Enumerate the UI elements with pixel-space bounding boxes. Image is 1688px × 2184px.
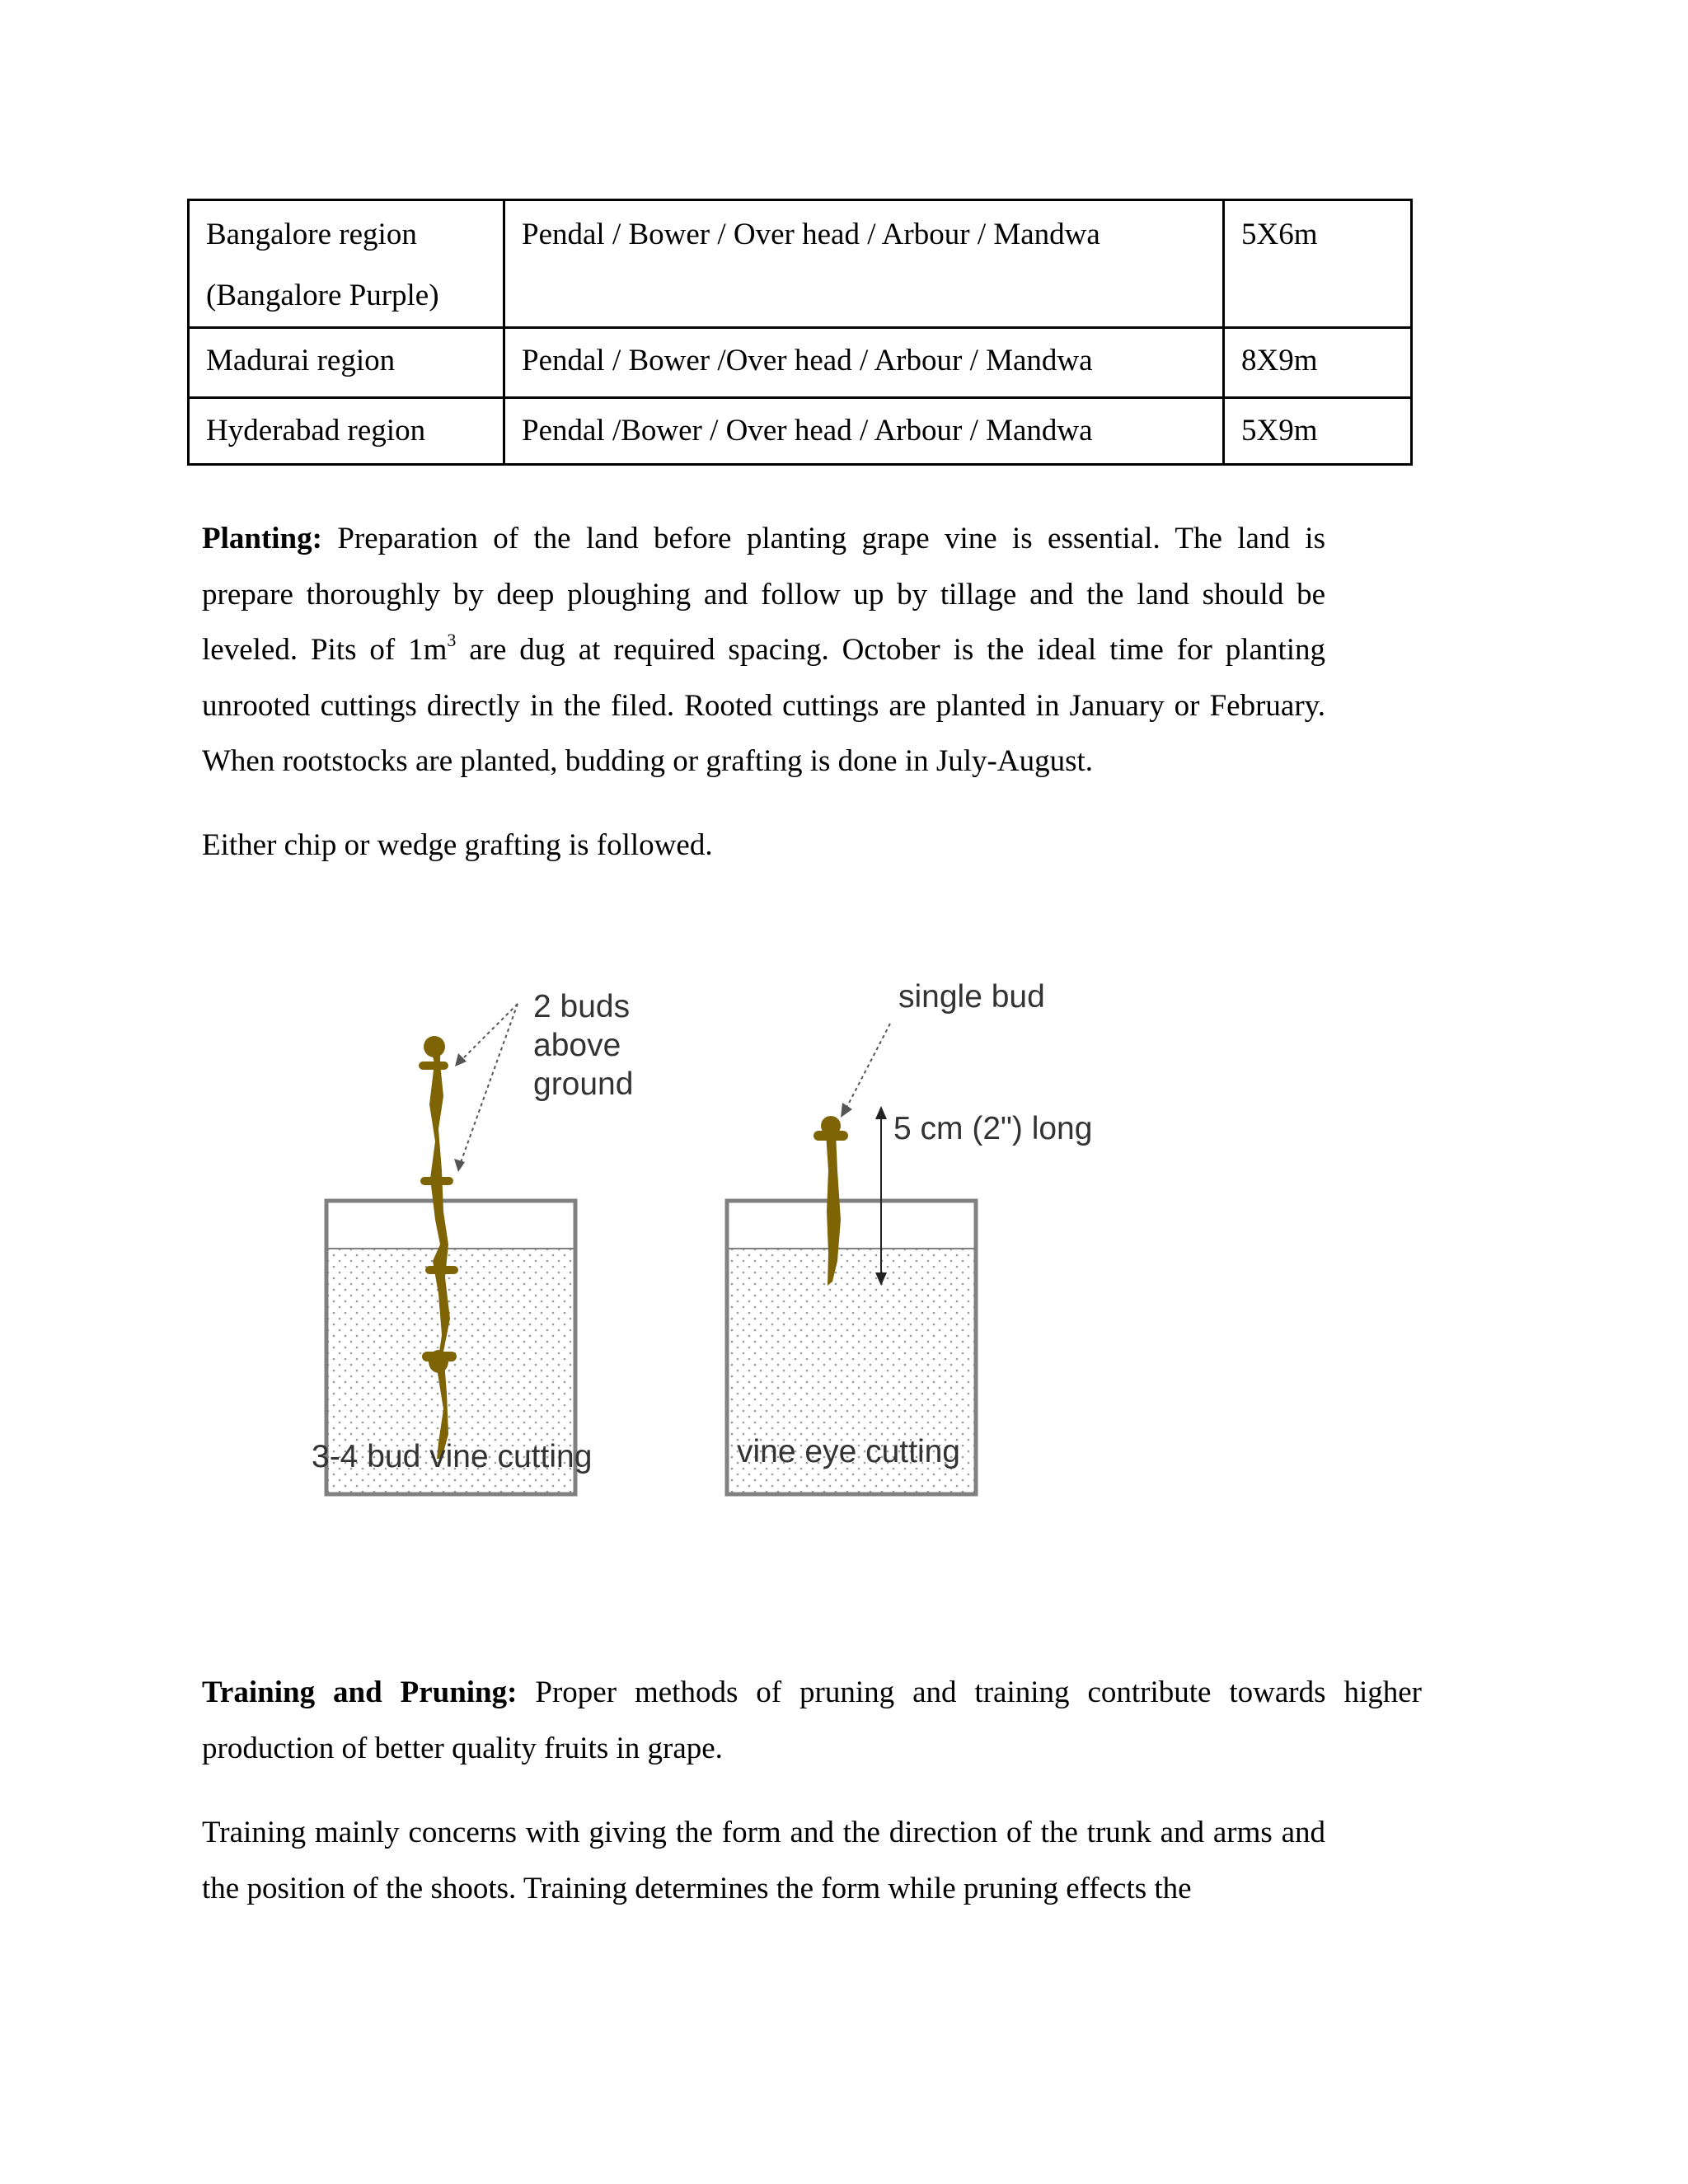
two-buds-line-2: above — [533, 1028, 621, 1063]
two-buds-line-1: 2 buds — [533, 989, 631, 1024]
training-heading: Training and Pruning: — [202, 1675, 518, 1709]
training-paragraph — [202, 1665, 1422, 1776]
training-system-cell: Pendal / Bower /Over head / Arbour / Mandwa — [504, 328, 1224, 398]
region-variety: (Bangalore Purple) — [206, 279, 439, 312]
caption-bud-cutting: 3-4 bud vine cutting — [312, 1439, 593, 1474]
planting-paragraph — [202, 511, 1325, 790]
table-row — [189, 328, 1412, 398]
training-system-cell: Pendal / Bower / Over head / Arbour / Mandwa — [504, 200, 1224, 328]
planting-heading: Planting: — [202, 522, 322, 555]
region-cell: Hyderabad region — [189, 398, 504, 465]
cutting-diagram — [297, 964, 1137, 1508]
table-row — [189, 398, 1412, 465]
training-system-cell: Pendal /Bower / Over head / Arbour / Mandwa — [504, 398, 1224, 465]
planting-text-1: Preparation of the land before planting grape vine is essential. The land is prepare thoroughly by deep ploughing and follow up by tillage and the land should be leveled. Pits of 1m — [202, 522, 1325, 667]
training-text: Proper methods of pruning and training contribute towards higher production of better quality fruits in grape. — [202, 1675, 1422, 1765]
spacing-cell: 8X9m — [1224, 328, 1412, 398]
pointer-arrowheads — [454, 1053, 852, 1172]
bud-pointers — [458, 1004, 890, 1167]
cutting-figure — [297, 964, 1137, 1508]
length-label: 5 cm (2") long — [893, 1111, 1093, 1146]
training-paragraph-2: Training mainly concerns with giving the form and the direction of the trunk and arms and the position of the shoots. Training determines the form while pruning effects the — [202, 1816, 1325, 1905]
two-buds-label — [533, 987, 633, 1104]
region-name: Bangalore region — [206, 218, 417, 251]
region-cell: Madurai region — [189, 328, 504, 398]
spacing-cell: 5X6m — [1224, 200, 1412, 328]
spacing-table — [187, 199, 1413, 466]
grafting-paragraph: Either chip or wedge grafting is followed. — [202, 828, 713, 862]
two-buds-line-3: ground — [533, 1066, 634, 1102]
cubic-superscript: 3 — [447, 630, 457, 650]
caption-vine-eye-cutting: vine eye cutting — [737, 1434, 961, 1469]
single-bud-label: single bud — [898, 979, 1045, 1015]
planting-text-2: are dug at required spacing. October is the ideal time for planting unrooted cuttings directly in the filed. Rooted cuttings are planted in January or February. When rootstocks are planted, budding or grafting is done in July-August. — [202, 633, 1326, 778]
table-row — [189, 200, 1412, 328]
spacing-cell: 5X9m — [1224, 398, 1412, 465]
region-cell — [189, 200, 504, 328]
